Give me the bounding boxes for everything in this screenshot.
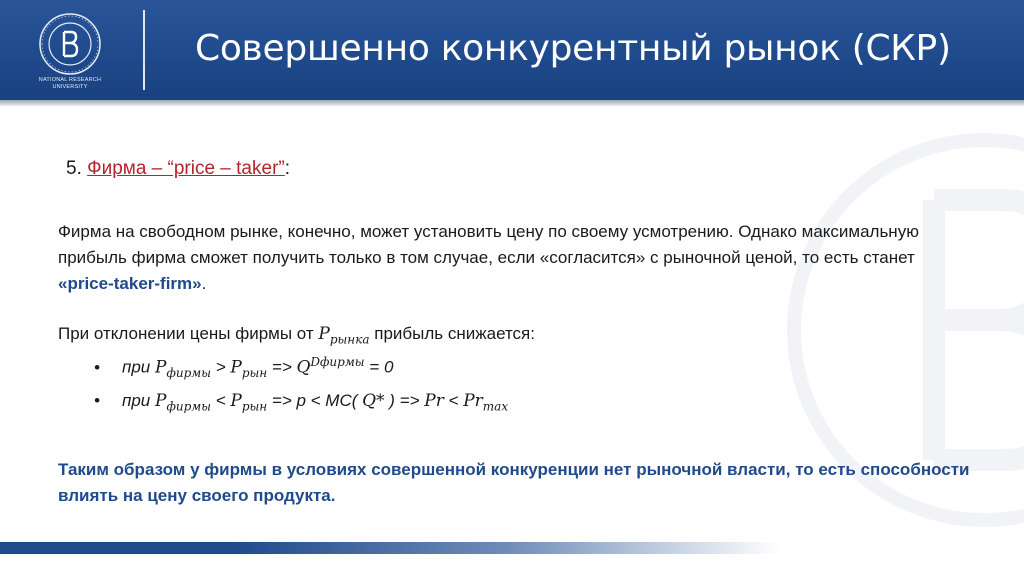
paragraph2-before: При отклонении цены фирмы от — [58, 324, 319, 343]
price-taker-term: «price-taker-firm» — [58, 274, 202, 293]
math-mid: => p < MC( — [267, 391, 363, 411]
math-tail: = 0 — [364, 357, 394, 377]
list-item — [94, 348, 508, 387]
point-label: Фирма – “price – taker” — [87, 158, 285, 179]
math-p-firm: P — [155, 357, 167, 378]
point-heading — [66, 158, 290, 180]
math-pr: Pr — [424, 391, 444, 412]
math-op: > — [210, 357, 231, 377]
math-mid2: ) => — [384, 391, 425, 411]
page-title: Совершенно конкурентный рынок (СКР) — [195, 28, 951, 69]
math-sub: рын — [241, 399, 268, 414]
math-q: Q — [296, 357, 311, 378]
list-item — [94, 387, 508, 420]
paragraph1-end: . — [201, 274, 207, 293]
math-sub: фирмы — [166, 399, 211, 414]
logo-caption: NATIONAL RESEARCH UNIVERSITY — [38, 77, 102, 90]
math-p: P — [318, 324, 330, 344]
paragraph-price-taker — [58, 219, 938, 297]
math-sub: фирмы — [166, 366, 211, 381]
math-sub: рын — [241, 366, 268, 381]
math-sub: max — [482, 399, 509, 414]
math-p-market: P — [230, 357, 242, 378]
math-p-market: P — [230, 391, 242, 412]
math-qstar: Q* — [362, 391, 385, 412]
math-sup: Dфирмы — [310, 355, 365, 369]
math-p-sub: рынка — [329, 332, 370, 347]
math-pr-max: Pr — [463, 391, 483, 412]
footer-bar — [0, 542, 780, 554]
deviation-bullets — [94, 348, 508, 420]
hse-logo-icon — [28, 12, 112, 96]
header-shadow — [0, 100, 1024, 106]
point-colon: : — [284, 158, 291, 179]
conclusion-text: Таким образом у фирмы в условиях совершенной конкуренции нет рыночной власти, то есть способности влиять на цену своего продукта. — [58, 460, 970, 505]
math-op: < — [210, 391, 231, 411]
math-lt: < — [443, 391, 464, 411]
bullet-pri: при — [122, 357, 155, 377]
math-arrow: => — [267, 357, 297, 377]
paragraph1-text: Фирма на свободном рынке, конечно, может установить цену по своему усмотрению. Однако максимальную прибыль фирма сможет получить только в том случае, если «согласится» с рыночной ценой, то есть станет — [58, 222, 919, 267]
math-p-firm: P — [155, 391, 167, 412]
header-divider — [143, 10, 145, 90]
bullet-marker: • — [94, 357, 100, 377]
bullet-marker: • — [94, 391, 100, 411]
bullet-pri: при — [122, 391, 155, 411]
slide-header — [0, 0, 1024, 100]
paragraph2-after: прибыль снижается: — [369, 324, 535, 343]
point-number: 5. — [66, 158, 82, 179]
